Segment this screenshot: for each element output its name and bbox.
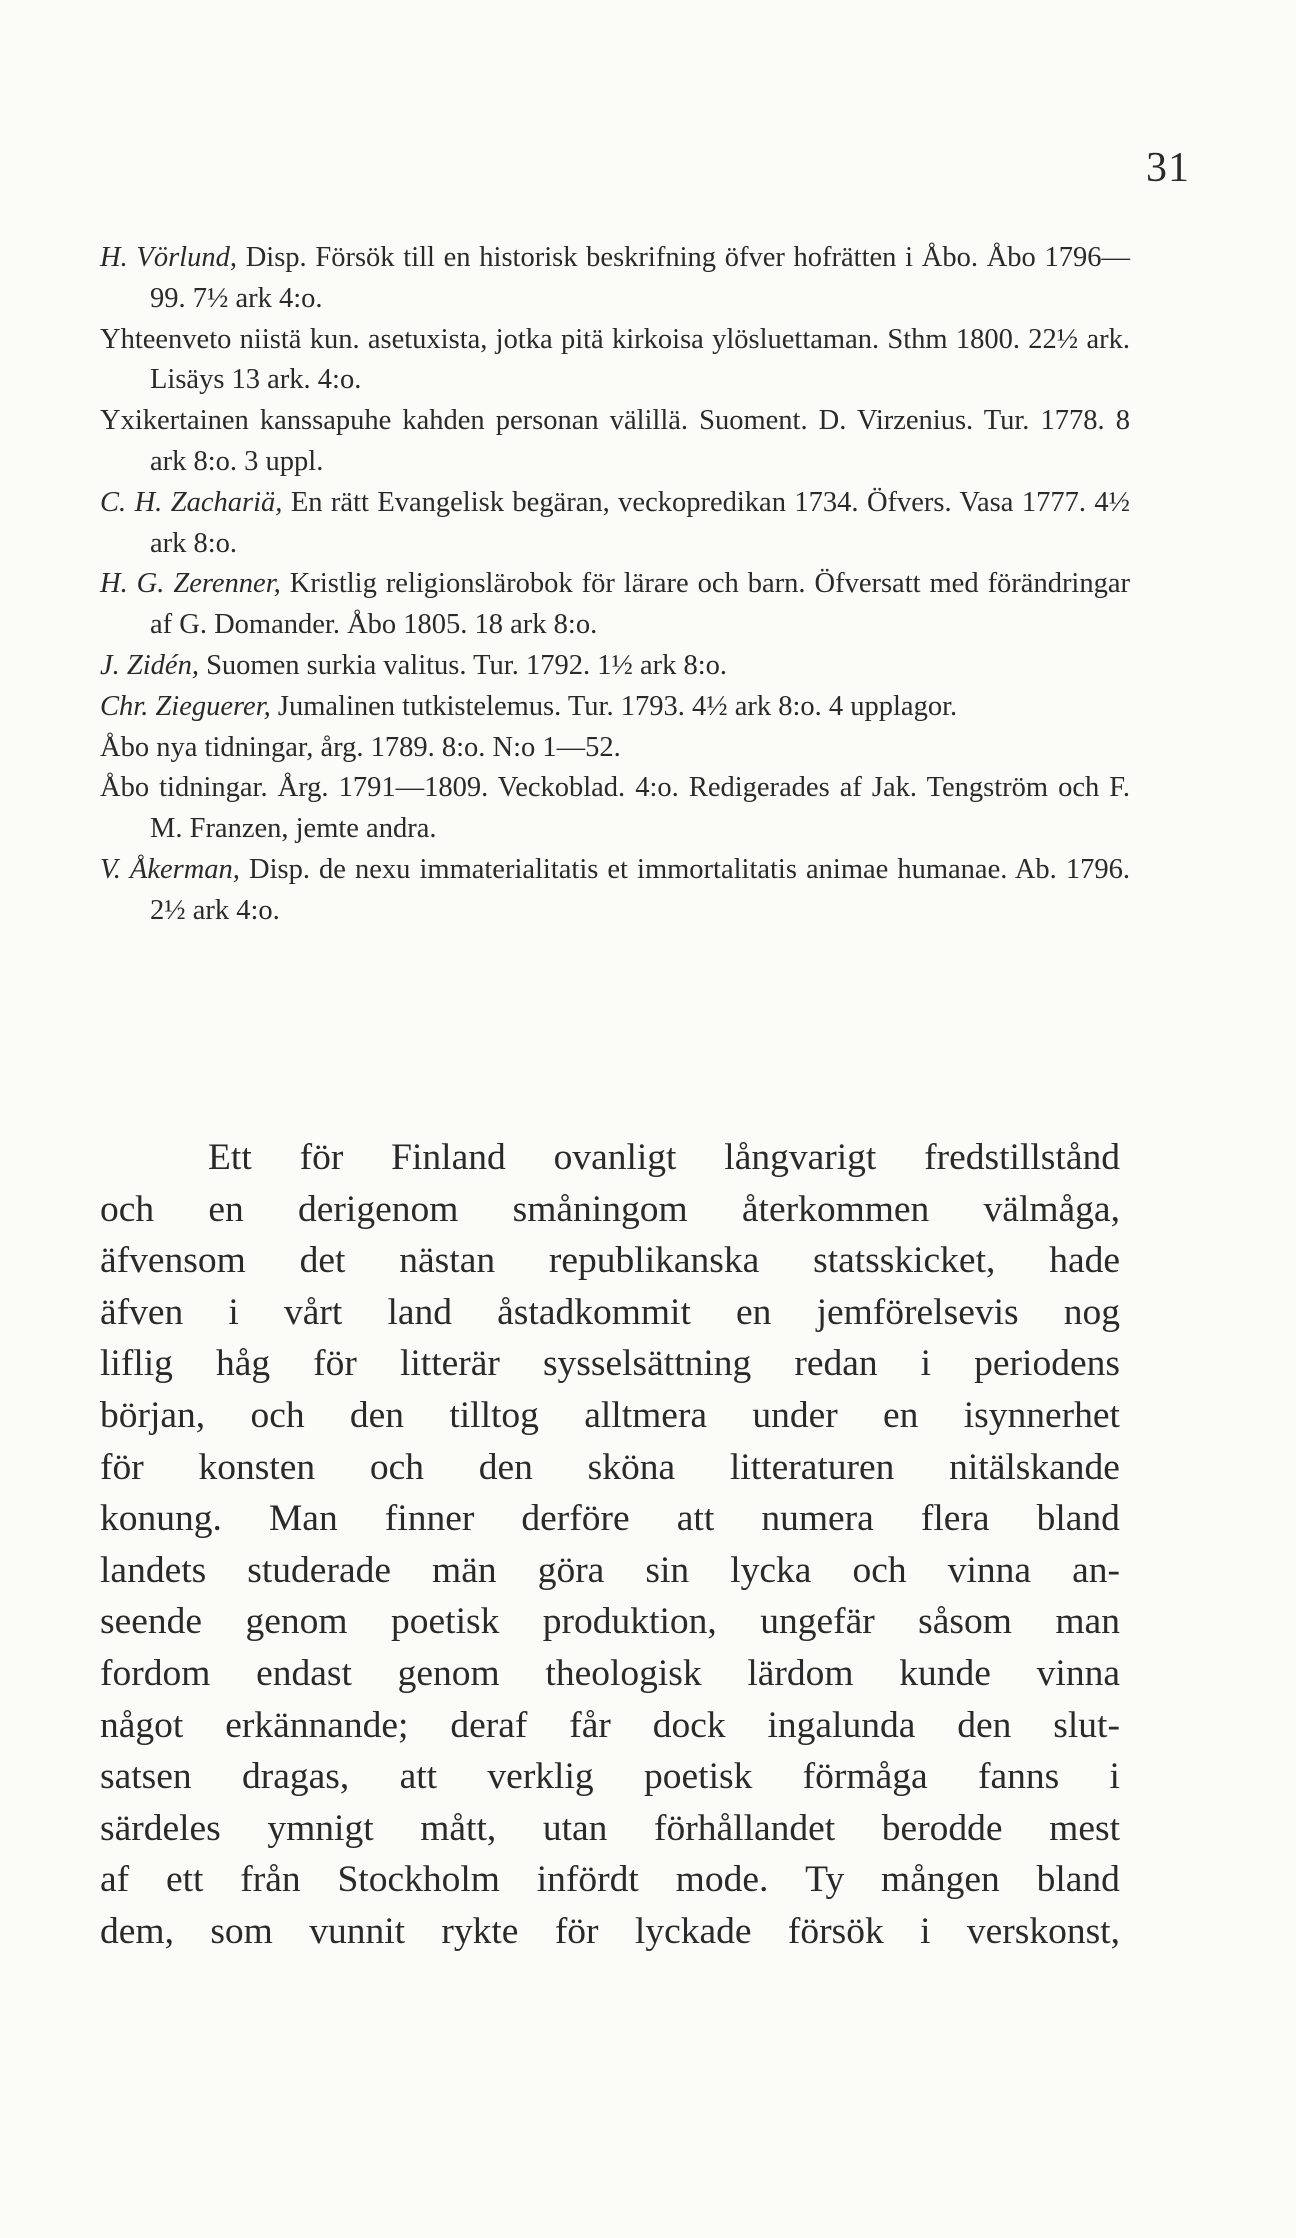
text-line: och en derigenom småningom återkommen välmåga,	[100, 1188, 1120, 1230]
entry-text: Yhteenveto niistä kun. asetuxista, jotka pitä kirkoisa ylösluettaman. Sthm 1800. 22½ ark. Lisäys 13 ark. 4:o.	[100, 323, 1130, 396]
body-paragraph	[100, 1132, 1120, 1958]
text-line: konung. Man finner derföre att numera flera bland	[100, 1498, 1120, 1540]
bibliography-entry	[100, 687, 1130, 728]
entry-text: Disp. Försök till en historisk beskrifning öfver hofrätten i Åbo. Åbo 1796—99. 7½ ark 4:o.	[150, 242, 1130, 314]
bibliography-entry	[100, 320, 1130, 402]
text-line: dem, som vunnit rykte för lyckade försök i verskonst,	[100, 1910, 1120, 1952]
entry-author: J. Zidén,	[100, 649, 199, 681]
text-line: för konsten och den sköna litteraturen nitälskande	[100, 1446, 1120, 1488]
entry-text: En rätt Evangelisk begäran, veckopredikan 1734. Öfvers. Vasa 1777. 4½ ark 8:o.	[150, 486, 1131, 559]
text-line: äfven i vårt land åstadkommit en jemförelsevis nog	[100, 1291, 1120, 1333]
text-line: seende genom poetisk produktion, ungefär såsom man	[100, 1601, 1120, 1643]
bibliography-entry	[100, 564, 1130, 646]
bibliography-entry	[100, 850, 1130, 932]
entry-author: C. H. Zachariä,	[100, 486, 283, 518]
entry-text: Yxikertainen kanssapuhe kahden personan välillä. Suoment. D. Virzenius. Tur. 1778. 8 ark 8:o. 3 uppl.	[100, 405, 1130, 477]
entry-text: Åbo nya tidningar, årg. 1789. 8:o. N:o 1—52.	[100, 731, 621, 763]
entry-text: Disp. de nexu immaterialitatis et immortalitatis animae humanae. Ab. 1796. 2½ ark 4:o.	[150, 853, 1130, 926]
text-line: satsen dragas, att verklig poetisk förmåga fanns i	[100, 1756, 1120, 1798]
entry-text: Jumalinen tutkistelemus. Tur. 1793. 4½ ark 8:o. 4 upplagor.	[277, 690, 958, 722]
text-line: Ett för Finland ovanligt långvarigt fredstillstånd	[208, 1137, 1120, 1178]
text-line: äfvensom det nästan republikanska statsskicket, hade	[100, 1240, 1120, 1282]
text-line: liflig håg för litterär sysselsättning redan i periodens	[100, 1343, 1120, 1385]
bibliography-entry	[100, 768, 1130, 850]
text-line: fordom endast genom theologisk lärdom kunde vinna	[100, 1652, 1120, 1694]
text-line: början, och den tilltog alltmera under en isynnerhet	[100, 1394, 1120, 1436]
page-number: 31	[1146, 145, 1190, 191]
text-line: af ett från Stockholm infördt mode. Ty mången bland	[100, 1859, 1120, 1901]
bibliography-entry	[100, 238, 1130, 320]
entry-author: H. Vörlund,	[100, 242, 237, 273]
bibliography-entry	[100, 483, 1130, 565]
bibliography-entry	[100, 728, 1130, 769]
text-line: något erkännande; deraf får dock ingalunda den slut-	[100, 1704, 1120, 1746]
entry-text: Kristlig religionslärobok för lärare och barn. Öfversatt med förändringar af G. Domander. Åbo 1805. 18 ark 8:o.	[150, 568, 1130, 641]
text-line: särdeles ymnigt mått, utan förhållandet berodde mest	[100, 1807, 1120, 1849]
entry-author: V. Åkerman,	[100, 853, 240, 885]
entry-author: Chr. Zieguerer,	[100, 690, 271, 722]
entry-text: Åbo tidningar. Årg. 1791—1809. Veckoblad. 4:o. Redigerades af Jak. Tengström och F. M. Franzen, jemte andra.	[100, 772, 1130, 845]
bibliography-entry	[100, 646, 1130, 687]
bibliography-entry	[100, 401, 1130, 483]
entry-text: Suomen surkia valitus. Tur. 1792. 1½ ark 8:o.	[206, 649, 728, 681]
bibliography-list	[100, 238, 1130, 932]
text-line: landets studerade män göra sin lycka och vinna an-	[100, 1549, 1120, 1591]
entry-author: H. G. Zerenner,	[100, 568, 281, 600]
